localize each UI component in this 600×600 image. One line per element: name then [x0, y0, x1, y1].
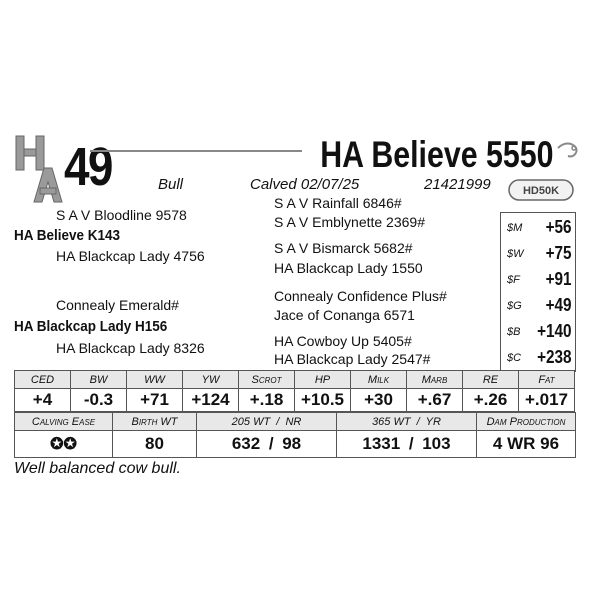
epd-value: +124	[183, 389, 239, 412]
epd-value: +.67	[407, 389, 463, 412]
yearling-ratio: 103	[422, 434, 451, 453]
performance-header: Dam Production	[477, 413, 576, 431]
epd-value: +71	[127, 389, 183, 412]
index-label: $F	[507, 274, 520, 286]
index-row	[501, 319, 575, 345]
weaning-weight: 632	[231, 434, 261, 453]
epd-header: Scrot	[239, 371, 295, 389]
pedigree-right-line: S A V Emblynette 2369#	[274, 214, 425, 230]
index-value: +49	[546, 295, 572, 315]
index-row	[501, 293, 575, 319]
pedigree-dam-sire: Connealy Emerald#	[56, 297, 179, 313]
epd-header: BW	[71, 371, 127, 389]
index-value: +238	[537, 347, 572, 367]
epd-value: +4	[15, 389, 71, 412]
epd-table	[14, 370, 575, 412]
performance-header: 365 WT / YR	[337, 413, 477, 431]
epd-value: -0.3	[71, 389, 127, 412]
index-label: $C	[507, 352, 522, 364]
performance-value-row	[15, 431, 576, 458]
ratio-separator: /	[268, 434, 274, 453]
epd-header-row	[15, 371, 575, 389]
index-row	[501, 215, 575, 241]
yearling-weight-cell	[337, 431, 477, 458]
tag-tail-icon	[556, 140, 580, 162]
lot-number: 49	[64, 137, 112, 197]
yearling-weight: 1331	[362, 434, 401, 453]
birth-weight: 80	[113, 431, 197, 458]
calved-date: Calved 02/07/25	[250, 176, 360, 193]
epd-header: WW	[127, 371, 183, 389]
epd-value: +10.5	[295, 389, 351, 412]
calving-ease-stars-icon: ✪✪	[15, 431, 113, 458]
performance-header: Birth WT	[113, 413, 197, 431]
pedigree-right-line: HA Cowboy Up 5405#	[274, 333, 412, 349]
pedigree-right-line: HA Blackcap Lady 1550	[274, 260, 423, 276]
performance-header-row	[15, 413, 576, 431]
epd-header: HP	[295, 371, 351, 389]
epd-header: CED	[15, 371, 71, 389]
index-row	[501, 241, 575, 267]
pedigree-right-line: HA Blackcap Lady 2547#	[274, 351, 431, 367]
pedigree-sire-sire: S A V Bloodline 9578	[56, 207, 187, 223]
epd-value: +.017	[519, 389, 575, 412]
pedigree-right-line: S A V Rainfall 6846#	[274, 195, 402, 211]
dollar-index-box	[500, 212, 576, 372]
hd50k-badge-text: HD50K	[522, 185, 560, 197]
index-row	[501, 267, 575, 293]
weaning-ratio: 98	[282, 434, 302, 453]
index-row	[501, 345, 575, 371]
animal-name: HA Believe 5550	[320, 134, 554, 175]
header-divider-line	[90, 150, 302, 152]
index-value: +56	[546, 217, 572, 237]
epd-value: +30	[351, 389, 407, 412]
weaning-weight-cell	[197, 431, 337, 458]
performance-header: Calving Ease	[15, 413, 113, 431]
performance-header: 205 WT / NR	[197, 413, 337, 431]
index-label: $W	[507, 248, 524, 260]
index-label: $B	[507, 326, 521, 338]
dam-production: 4 WR 96	[477, 431, 576, 458]
pedigree-sire-dam: HA Blackcap Lady 4756	[56, 248, 205, 264]
index-value: +140	[537, 321, 572, 341]
epd-value: +.26	[463, 389, 519, 412]
pedigree-dam-dam: HA Blackcap Lady 8326	[56, 340, 205, 356]
epd-value: +.18	[239, 389, 295, 412]
epd-value-row	[15, 389, 575, 412]
ratio-separator: /	[408, 434, 414, 453]
pedigree-dam: HA Blackcap Lady H156	[14, 318, 168, 335]
epd-header: Fat	[519, 371, 575, 389]
index-label: $M	[507, 222, 523, 234]
sex-label: Bull	[158, 176, 184, 193]
index-label: $G	[507, 300, 522, 312]
pedigree-right-line: Connealy Confidence Plus#	[274, 288, 447, 304]
comment-text: Well balanced cow bull.	[14, 460, 181, 477]
registration-number: 21421999	[424, 176, 491, 193]
pedigree-sire: HA Believe K143	[14, 227, 121, 244]
pedigree-right-line: S A V Bismarck 5682#	[274, 240, 413, 256]
epd-header: Milk	[351, 371, 407, 389]
pedigree-right-line: Jace of Conanga 6571	[274, 307, 415, 323]
index-value: +75	[546, 243, 572, 263]
epd-header: Marb	[407, 371, 463, 389]
hd50k-badge-icon	[508, 179, 574, 201]
index-value: +91	[546, 269, 572, 289]
performance-table	[14, 412, 576, 458]
epd-header: YW	[183, 371, 239, 389]
epd-header: RE	[463, 371, 519, 389]
